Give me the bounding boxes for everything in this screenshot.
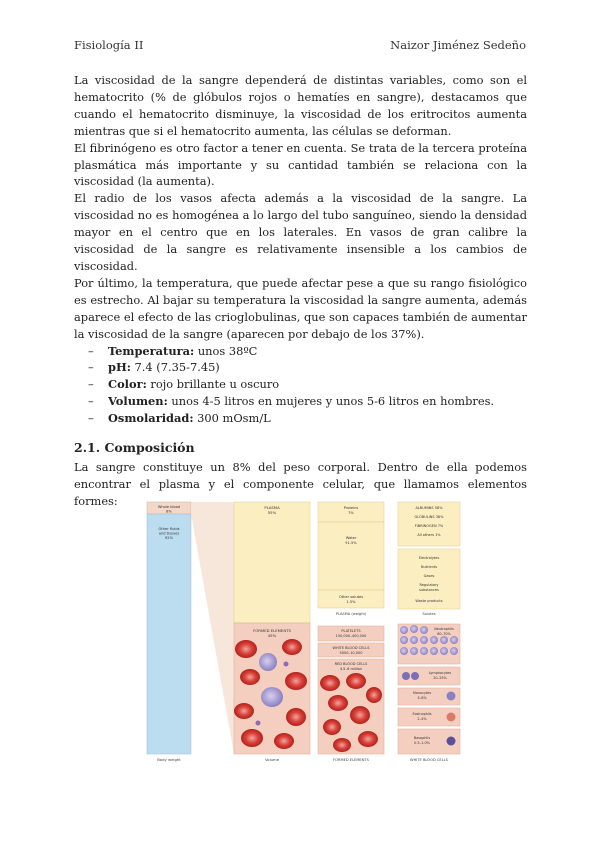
electrolytes-label: Electrolytes — [418, 556, 440, 560]
section-text: La sangre constituye un 8% del peso corporal. Dentro de ella podemos encontrar el plasma y el componente celular, que llamamos elementos formes: — [74, 459, 527, 508]
document-body — [74, 72, 527, 510]
other-solutes-label: Other solutes — [338, 595, 364, 599]
header-right: Naizor Jiménez Sedeño — [390, 38, 526, 52]
waste-label: Waste products — [415, 599, 443, 603]
basophils-label: Basophils — [413, 736, 431, 740]
properties-list — [74, 343, 527, 428]
platelets-label: PLATELETS — [341, 629, 361, 633]
other-fluids-pct: 92% — [165, 536, 173, 540]
other-fluids-label: Other fluids — [158, 527, 180, 531]
fibrinogen-label: FIBRINOGEN 7% — [414, 524, 444, 528]
whole-blood-pct: 8% — [166, 509, 172, 514]
regulatory-label: Regulatory — [419, 583, 439, 587]
list-item: – Temperatura: unos 38ºC — [88, 343, 527, 360]
basophils-pct: 0.5–1.0% — [414, 741, 430, 745]
neutrophils-label: Neutrophils — [434, 627, 454, 631]
plasma-weight-caption: PLASMA (weight) — [335, 612, 367, 616]
list-item: – Osmolaridad: 300 mOsm/L — [88, 410, 527, 427]
blood-composition-figure — [146, 497, 462, 765]
paragraph: El radio de los vasos afecta además a la viscosidad de la sangre. La viscosidad no es homogénea a lo largo del tubo sanguíneo, siendo la densidad mayor en el centro que en los laterales. En vasos de gran calibre la viscosidad de la sangre es relativamente insensible a los cambios de viscosidad. — [74, 191, 527, 273]
monocytes-pct: 3–8% — [417, 696, 427, 700]
wbc-label: WHITE BLOOD CELLS — [332, 646, 370, 650]
nutrients-label: Nutrients — [420, 565, 438, 569]
paragraph: El fibrinógeno es otro factor a tener en cuenta. Se trata de la tercera proteína plasmática más importante y su cantidad también se relaciona con la viscosidad (la aumenta). — [74, 140, 527, 189]
water-label: Water — [345, 536, 357, 540]
substances-label: substances — [419, 588, 439, 592]
neutrophils-pct: 60–70% — [437, 632, 451, 636]
paragraph: La viscosidad de la sangre dependerá de distintas variables, como son el hematocrito (% de glóbulos rojos o hematíes en sangre), destacamos que cuando el hematocrito disminuye, la viscosidad de los eritrocitos aumenta mientras que si el hematocrito aumenta, las células se deforman. — [74, 73, 527, 138]
albumins-label: ALBUMINS 58% — [415, 506, 443, 510]
volume-caption: Volume — [264, 757, 280, 762]
platelets-count: 150,000–400,000 — [335, 634, 367, 638]
proteins-pct: 7% — [348, 511, 354, 515]
rbc-label: RED BLOOD CELLS — [334, 662, 368, 666]
proteins-label: Proteins — [343, 506, 359, 510]
whole-blood-label: Whole blood — [157, 505, 181, 509]
wbc-caption: WHITE BLOOD CELLS — [410, 758, 448, 762]
plasma-pct: 55% — [267, 510, 277, 515]
list-item: – Volumen: unos 4-5 litros en mujeres y unos 5-6 litros en hombres. — [88, 393, 527, 410]
rbc-count: 4.5–6 million — [339, 667, 363, 671]
wbc-count: 5000–10,000 — [339, 651, 363, 655]
header-left: Fisiología II — [74, 38, 144, 52]
eosinophils-pct: 2–4% — [417, 717, 427, 721]
plasma-label: PLASMA — [264, 505, 280, 510]
list-item: – pH: 7.4 (7.35-7.45) — [88, 359, 527, 376]
list-item: – Color: rojo brillante u oscuro — [88, 376, 527, 393]
water-pct: 91.5% — [345, 541, 357, 545]
lymphocytes-pct: 20–25% — [433, 676, 447, 680]
section-title: 2.1. Composición — [74, 440, 195, 456]
gases-label: Gases — [423, 574, 435, 578]
monocytes-label: Monocytes — [412, 691, 432, 695]
eosinophils-label: Eosinophils — [412, 712, 432, 716]
globulins-label: GLOBULINS 38% — [414, 515, 444, 519]
all-others-label: All others 1% — [417, 533, 441, 537]
other-fluids-label-2: and tissues — [158, 531, 180, 536]
other-solutes-pct: 1.5% — [346, 600, 356, 604]
formed-elements-label: FORMED ELEMENTS — [253, 628, 291, 633]
formed-elements-pct: 45% — [267, 633, 277, 638]
body-weight-caption: Body weight — [157, 757, 181, 762]
formed-elements-caption: FORMED ELEMENTS — [333, 758, 369, 762]
lymphocytes-label: Lymphocytes — [428, 671, 452, 675]
solutes-caption: Solutes — [422, 612, 436, 616]
paragraph: Por último, la temperatura, que puede afectar pese a que su rango fisiológico es estrecho. Al bajar su temperatura la viscosidad la sangre aumenta, además aparece el efecto de las crioglobulinas, que son capaces también de aumentar la viscosidad de la sangre (aparecen por debajo de los 37%). — [74, 275, 527, 341]
